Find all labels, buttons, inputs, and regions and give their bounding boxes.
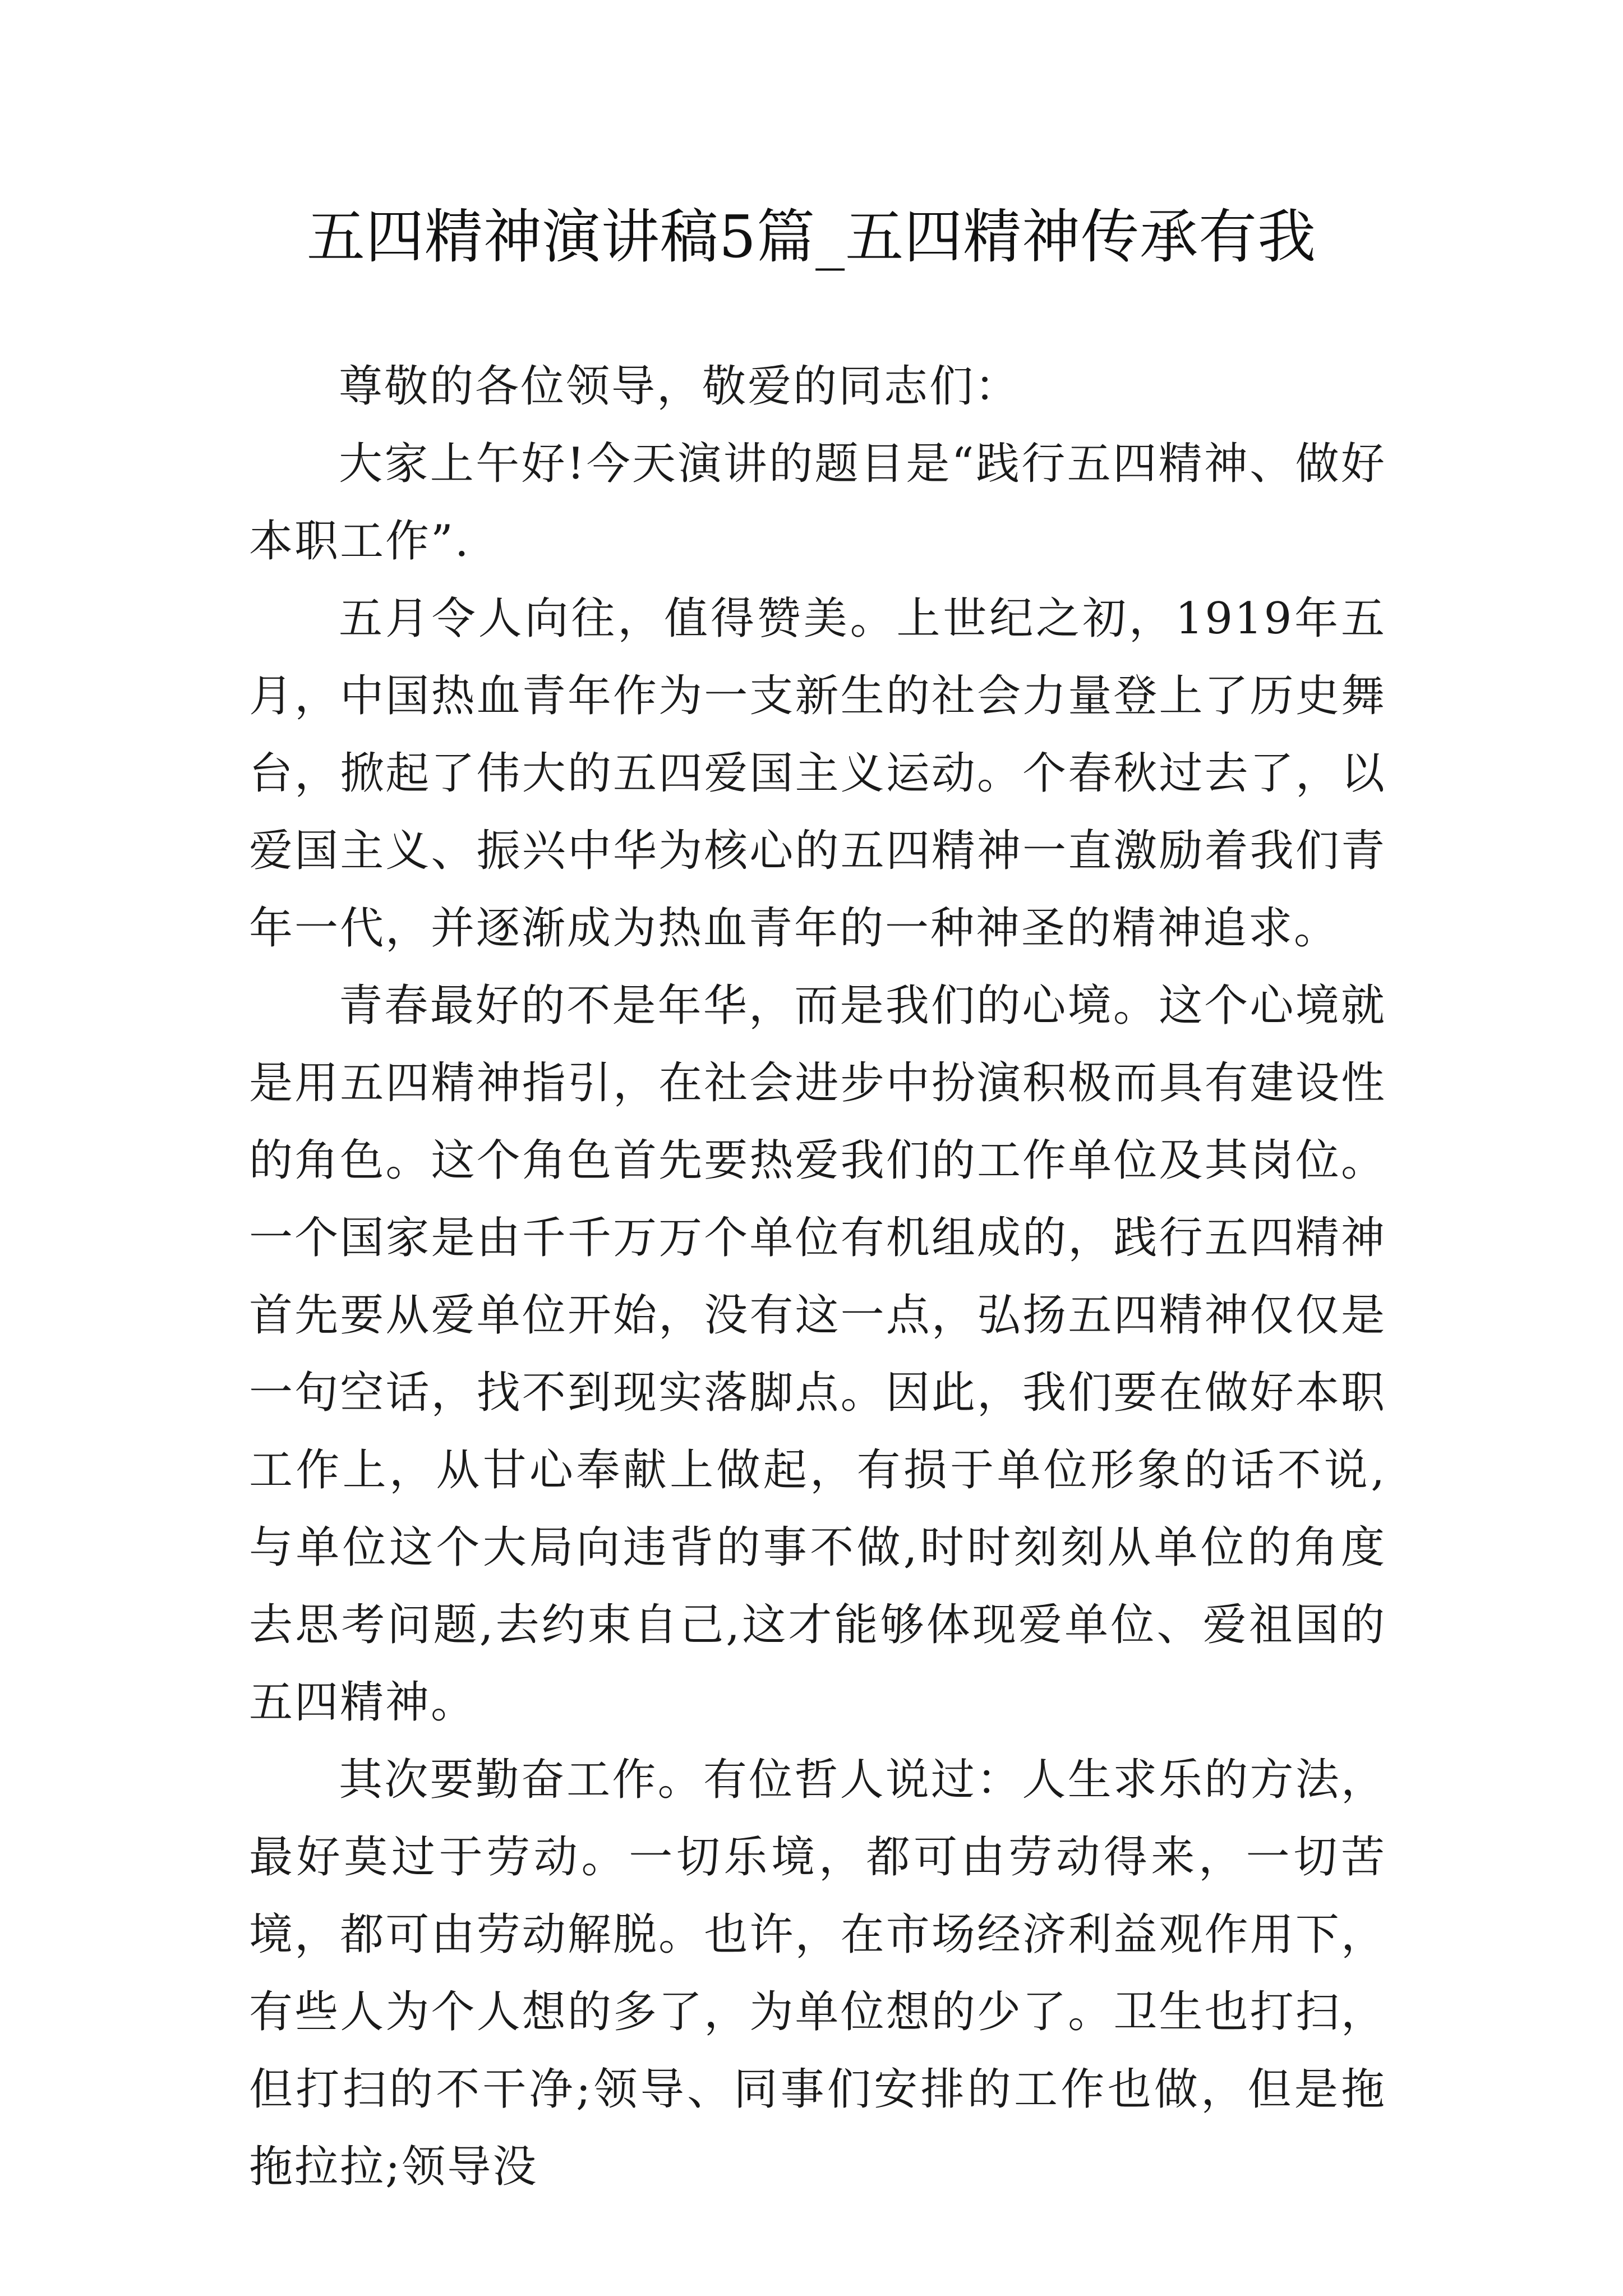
document-body	[249, 348, 1386, 2206]
paragraph-love-workplace: 青春最好的不是年华，而是我们的心境。这个心境就是用五四精神指引，在社会进步中扮演积极而具有建设性的角色。这个角色首先要热爱我们的工作单位及其岗位。一个国家是由千千万万个单位有机组成的，践行五四精神首先要从爱单位开始，没有这一点，弘扬五四精神仅仅是一句空话，找不到现实落脚点。因此，我们要在做好本职工作上，从甘心奉献上做起，有损于单位形象的话不说,与单位这个大局向违背的事不做,时时刻刻从单位的角度去思考问题,去约束自己,这才能够体现爱单位、爱祖国的五四精神。	[249, 981, 1386, 1728]
paragraph-greeting: 大家上午好!今天演讲的题目是“践行五四精神、做好本职工作”.	[249, 439, 1386, 567]
paragraph-salutation: 尊敬的各位领导，敬爱的同志们：	[339, 361, 1021, 412]
paragraph-may-fourth-history: 五月令人向往，值得赞美。上世纪之初，1919年五月，中国热血青年作为一支新生的社会力量登上了历史舞台，掀起了伟大的五四爱国主义运动。个春秋过去了，以爱国主义、振兴中华为核心的五四精神一直激励着我们青年一代，并逐渐成为热血青年的一种神圣的精神追求。	[249, 593, 1386, 954]
paragraph-work-diligently: 其次要勤奋工作。有位哲人说过：人生求乐的方法，最好莫过于劳动。一切乐境，都可由劳动得来，一切苦境，都可由劳动解脱。也许，在市场经济利益观作用下，有些人为个人想的多了，为单位想的少了。卫生也打扫，但打扫的不干净;领导、同事们安排的工作也做，但是拖拖拉拉;领导没	[249, 1755, 1386, 2192]
document-title: 五四精神演讲稿5篇_五四精神传承有我	[306, 203, 1317, 271]
